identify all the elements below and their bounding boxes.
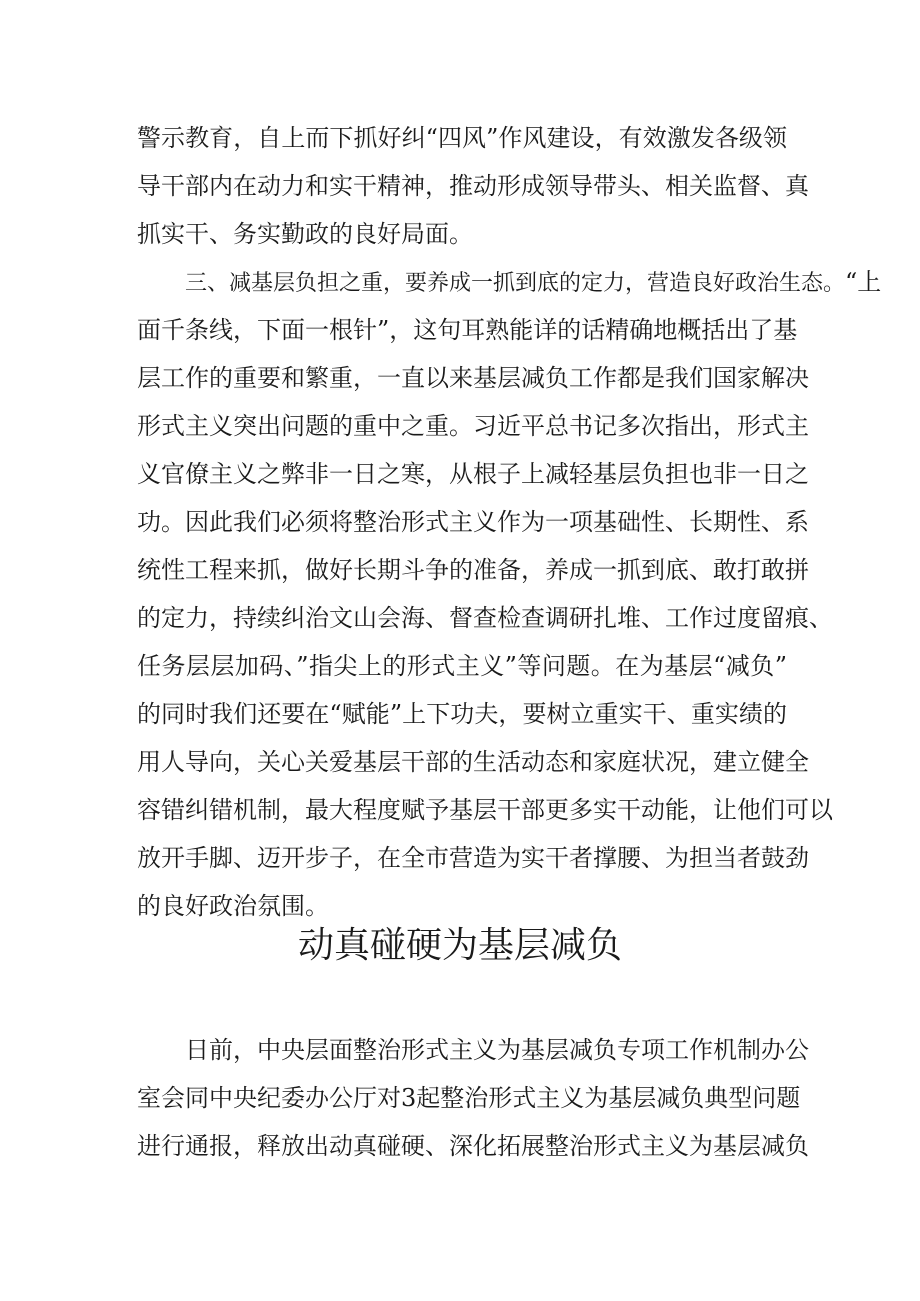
paragraph-line: 容错纠错机制，最大程度赋予基层干部更多实干动能，让他们可以 [137,796,833,824]
article-title: 动真碰硬为基层减负 [297,925,622,966]
paragraph-line: 义官僚主义之弊非一日之寒，从根子上减轻基层负担也非一日之 [137,460,809,488]
paragraph-line: 任务层层加码、”指尖上的形式主义”等问题。在为基层“减负” [137,652,787,680]
paragraph-line: 放开手脚、迈开步子，在全市营造为实干者撑腰、为担当者鼓劲 [137,844,809,872]
paragraph-text: “上 [845,268,882,296]
paragraph-line: 统性工程来抓，做好长期斗争的准备，养成一抓到底、敢打敢拼 [137,556,809,584]
paragraph-line: 抓实干、务实勤政的良好局面。 [137,220,473,248]
paragraph-line: 警示教育，自上而下抓好纠“四风”作风建设，有效激发各级领 [137,124,787,152]
paragraph-line: 进行通报，释放出动真碰硬、深化拓展整治形式主义为基层减负 [137,1132,809,1160]
paragraph-line: 层工作的重要和繁重，一直以来基层减负工作都是我们国家解决 [137,364,809,392]
paragraph-line: 的定力，持续纠治文山会海、督查检查调研扎堆、工作过度留痕、 [137,604,833,632]
paragraph-line: 形式主义突出问题的重中之重。习近平总书记多次指出，形式主 [137,412,809,440]
paragraph-line: 功。因此我们必须将整治形式主义作为一项基础性、长期性、系 [137,508,809,536]
section-heading: 三、减基层负担之重，要养成一抓到底的定力，营造良好政治生态。 [185,271,846,296]
paragraph-line: 的良好政治氛围。 [137,892,329,920]
paragraph-line: 日前，中央层面整治形式主义为基层减负专项工作机制办公 [185,1036,809,1064]
paragraph-line: 面千条线，下面一根针”，这句耳熟能详的话精确地概括出了基 [137,316,798,344]
paragraph-line: 室会同中央纪委办公厅对3起整治形式主义为基层减负典型问题 [137,1084,801,1112]
paragraph-line: 导干部内在动力和实干精神，推动形成领导带头、相关监督、真 [137,172,809,200]
section-heading-line [137,266,882,300]
paragraph-line: 的同时我们还要在“赋能”上下功夫，要树立重实干、重实绩的 [137,700,787,728]
paragraph-line: 用人导向，关心关爱基层干部的生活动态和家庭状况，建立健全 [137,748,809,776]
